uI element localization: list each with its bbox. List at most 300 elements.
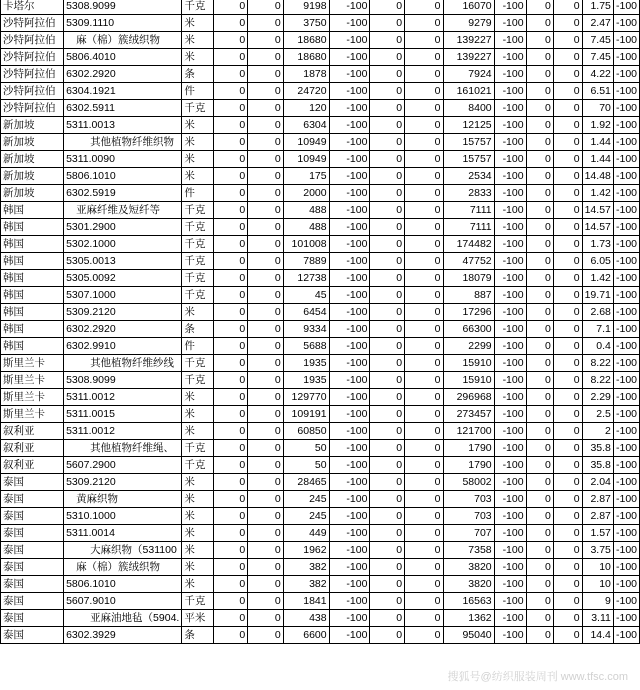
country-cell: 叙利亚 xyxy=(1,440,64,457)
table-row xyxy=(1,559,640,576)
price-cur-cell: 0 xyxy=(526,0,553,15)
qty-change-cell: -100 xyxy=(329,304,370,321)
qty-cur-cell: 0 xyxy=(214,0,248,15)
price-change-cell: -100 xyxy=(613,542,639,559)
qty-cur2-cell: 175 xyxy=(283,168,329,185)
code-cell: 5307.1000 xyxy=(64,287,182,304)
qty-cur-cell: 0 xyxy=(214,457,248,474)
country-cell: 韩国 xyxy=(1,236,64,253)
val-change-cell: -100 xyxy=(494,440,526,457)
unit-cell: 千克 xyxy=(182,0,214,15)
country-cell: 沙特阿拉伯 xyxy=(1,83,64,100)
qty-cur2-cell: 9334 xyxy=(283,321,329,338)
table-row xyxy=(1,236,640,253)
val-cur2-cell: 139227 xyxy=(443,49,494,66)
price-cur2-cell: 14.48 xyxy=(582,168,613,185)
qty-cur-cell: 0 xyxy=(214,321,248,338)
code-cell: 5806.4010 xyxy=(64,49,182,66)
val-cur2-cell: 47752 xyxy=(443,253,494,270)
price-cur-cell: 0 xyxy=(526,423,553,440)
val-cur2-cell: 9279 xyxy=(443,15,494,32)
val-cur2-cell: 15757 xyxy=(443,151,494,168)
val-cur2-cell: 707 xyxy=(443,525,494,542)
qty-cur2-cell: 1841 xyxy=(283,593,329,610)
price-change-cell: -100 xyxy=(613,66,639,83)
qty-prev-cell: 0 xyxy=(248,576,283,593)
qty-cur-cell: 0 xyxy=(214,389,248,406)
code-cell: 黄麻织物 xyxy=(64,491,182,508)
qty-change-cell: -100 xyxy=(329,49,370,66)
val-cur-cell: 0 xyxy=(370,304,405,321)
price-cur-cell: 0 xyxy=(526,236,553,253)
price-prev-cell: 0 xyxy=(553,66,582,83)
val-prev-cell: 0 xyxy=(405,355,443,372)
qty-prev-cell: 0 xyxy=(248,559,283,576)
qty-cur-cell: 0 xyxy=(214,253,248,270)
unit-cell: 千克 xyxy=(182,593,214,610)
price-change-cell: -100 xyxy=(613,406,639,423)
price-cur2-cell: 2 xyxy=(582,423,613,440)
qty-prev-cell: 0 xyxy=(248,542,283,559)
price-cur-cell: 0 xyxy=(526,525,553,542)
qty-cur2-cell: 50 xyxy=(283,440,329,457)
qty-cur2-cell: 245 xyxy=(283,508,329,525)
country-cell: 韩国 xyxy=(1,321,64,338)
price-cur2-cell: 1.42 xyxy=(582,185,613,202)
unit-cell: 米 xyxy=(182,423,214,440)
code-cell: 5309.2120 xyxy=(64,304,182,321)
unit-cell: 千克 xyxy=(182,100,214,117)
price-cur2-cell: 10 xyxy=(582,576,613,593)
qty-prev-cell: 0 xyxy=(248,0,283,15)
country-cell: 卡塔尔 xyxy=(1,0,64,15)
unit-cell: 件 xyxy=(182,338,214,355)
price-cur2-cell: 35.8 xyxy=(582,457,613,474)
val-change-cell: -100 xyxy=(494,355,526,372)
table-row xyxy=(1,423,640,440)
price-cur2-cell: 2.68 xyxy=(582,304,613,321)
country-cell: 新加坡 xyxy=(1,168,64,185)
val-change-cell: -100 xyxy=(494,423,526,440)
val-prev-cell: 0 xyxy=(405,389,443,406)
val-cur-cell: 0 xyxy=(370,287,405,304)
table-row xyxy=(1,576,640,593)
qty-prev-cell: 0 xyxy=(248,389,283,406)
unit-cell: 千克 xyxy=(182,457,214,474)
val-cur2-cell: 139227 xyxy=(443,32,494,49)
price-change-cell: -100 xyxy=(613,508,639,525)
val-cur2-cell: 3820 xyxy=(443,559,494,576)
qty-cur-cell: 0 xyxy=(214,440,248,457)
country-cell: 斯里兰卡 xyxy=(1,372,64,389)
qty-cur-cell: 0 xyxy=(214,134,248,151)
qty-change-cell: -100 xyxy=(329,440,370,457)
val-change-cell: -100 xyxy=(494,627,526,644)
qty-cur-cell: 0 xyxy=(214,202,248,219)
qty-change-cell: -100 xyxy=(329,576,370,593)
price-change-cell: -100 xyxy=(613,219,639,236)
price-cur2-cell: 7.1 xyxy=(582,321,613,338)
table-row xyxy=(1,321,640,338)
qty-change-cell: -100 xyxy=(329,542,370,559)
price-cur-cell: 0 xyxy=(526,627,553,644)
price-change-cell: -100 xyxy=(613,15,639,32)
qty-change-cell: -100 xyxy=(329,372,370,389)
qty-cur2-cell: 18680 xyxy=(283,32,329,49)
qty-cur-cell: 0 xyxy=(214,372,248,389)
price-cur2-cell: 2.5 xyxy=(582,406,613,423)
price-cur-cell: 0 xyxy=(526,610,553,627)
country-cell: 新加坡 xyxy=(1,134,64,151)
price-prev-cell: 0 xyxy=(553,508,582,525)
qty-prev-cell: 0 xyxy=(248,474,283,491)
val-cur2-cell: 2299 xyxy=(443,338,494,355)
table-row xyxy=(1,117,640,134)
price-prev-cell: 0 xyxy=(553,525,582,542)
val-prev-cell: 0 xyxy=(405,287,443,304)
val-cur-cell: 0 xyxy=(370,236,405,253)
country-cell: 泰国 xyxy=(1,610,64,627)
price-cur2-cell: 4.22 xyxy=(582,66,613,83)
qty-change-cell: -100 xyxy=(329,423,370,440)
table-row xyxy=(1,134,640,151)
price-prev-cell: 0 xyxy=(553,372,582,389)
val-prev-cell: 0 xyxy=(405,593,443,610)
price-cur-cell: 0 xyxy=(526,15,553,32)
val-change-cell: -100 xyxy=(494,202,526,219)
qty-prev-cell: 0 xyxy=(248,491,283,508)
val-change-cell: -100 xyxy=(494,491,526,508)
table-row xyxy=(1,66,640,83)
val-prev-cell: 0 xyxy=(405,134,443,151)
price-prev-cell: 0 xyxy=(553,610,582,627)
val-prev-cell: 0 xyxy=(405,151,443,168)
qty-prev-cell: 0 xyxy=(248,423,283,440)
table-row xyxy=(1,287,640,304)
table-row xyxy=(1,253,640,270)
unit-cell: 千克 xyxy=(182,372,214,389)
price-cur2-cell: 14.57 xyxy=(582,202,613,219)
val-cur-cell: 0 xyxy=(370,83,405,100)
price-cur-cell: 0 xyxy=(526,117,553,134)
unit-cell: 千克 xyxy=(182,287,214,304)
table-row xyxy=(1,525,640,542)
val-cur2-cell: 58002 xyxy=(443,474,494,491)
qty-change-cell: -100 xyxy=(329,508,370,525)
price-change-cell: -100 xyxy=(613,457,639,474)
country-cell: 叙利亚 xyxy=(1,423,64,440)
country-cell: 泰国 xyxy=(1,576,64,593)
price-cur2-cell: 7.45 xyxy=(582,49,613,66)
code-cell: 5806.1010 xyxy=(64,576,182,593)
val-change-cell: -100 xyxy=(494,457,526,474)
watermark: 搜狐号@纺织服装周刊 www.tfsc.com xyxy=(447,671,628,683)
val-cur2-cell: 15757 xyxy=(443,134,494,151)
qty-cur-cell: 0 xyxy=(214,338,248,355)
price-cur-cell: 0 xyxy=(526,576,553,593)
code-cell: 5311.0012 xyxy=(64,389,182,406)
code-cell: 5305.0092 xyxy=(64,270,182,287)
code-cell: 5806.1010 xyxy=(64,168,182,185)
val-cur-cell: 0 xyxy=(370,457,405,474)
country-cell: 沙特阿拉伯 xyxy=(1,100,64,117)
qty-cur2-cell: 120 xyxy=(283,100,329,117)
price-cur-cell: 0 xyxy=(526,253,553,270)
qty-change-cell: -100 xyxy=(329,491,370,508)
val-cur-cell: 0 xyxy=(370,202,405,219)
qty-prev-cell: 0 xyxy=(248,525,283,542)
val-cur-cell: 0 xyxy=(370,15,405,32)
qty-cur-cell: 0 xyxy=(214,287,248,304)
qty-cur-cell: 0 xyxy=(214,525,248,542)
price-change-cell: -100 xyxy=(613,525,639,542)
country-cell: 叙利亚 xyxy=(1,457,64,474)
country-cell: 泰国 xyxy=(1,474,64,491)
price-prev-cell: 0 xyxy=(553,491,582,508)
country-cell: 泰国 xyxy=(1,508,64,525)
qty-cur2-cell: 1878 xyxy=(283,66,329,83)
price-change-cell: -100 xyxy=(613,287,639,304)
price-prev-cell: 0 xyxy=(553,287,582,304)
price-change-cell: -100 xyxy=(613,474,639,491)
qty-cur-cell: 0 xyxy=(214,117,248,134)
country-cell: 斯里兰卡 xyxy=(1,406,64,423)
price-prev-cell: 0 xyxy=(553,49,582,66)
qty-cur-cell: 0 xyxy=(214,151,248,168)
val-change-cell: -100 xyxy=(494,253,526,270)
qty-cur-cell: 0 xyxy=(214,474,248,491)
table-row xyxy=(1,406,640,423)
qty-prev-cell: 0 xyxy=(248,338,283,355)
val-change-cell: -100 xyxy=(494,168,526,185)
price-change-cell: -100 xyxy=(613,423,639,440)
price-prev-cell: 0 xyxy=(553,559,582,576)
val-prev-cell: 0 xyxy=(405,508,443,525)
qty-change-cell: -100 xyxy=(329,389,370,406)
qty-change-cell: -100 xyxy=(329,474,370,491)
code-cell: 5311.0014 xyxy=(64,525,182,542)
qty-cur-cell: 0 xyxy=(214,32,248,49)
code-cell: 其他植物纤维织物 xyxy=(64,134,182,151)
table-row xyxy=(1,389,640,406)
price-cur-cell: 0 xyxy=(526,287,553,304)
qty-cur2-cell: 28465 xyxy=(283,474,329,491)
qty-cur2-cell: 438 xyxy=(283,610,329,627)
qty-change-cell: -100 xyxy=(329,270,370,287)
qty-cur-cell: 0 xyxy=(214,355,248,372)
unit-cell: 千克 xyxy=(182,202,214,219)
qty-cur2-cell: 6600 xyxy=(283,627,329,644)
table-row xyxy=(1,440,640,457)
price-change-cell: -100 xyxy=(613,117,639,134)
val-cur2-cell: 66300 xyxy=(443,321,494,338)
unit-cell: 条 xyxy=(182,321,214,338)
unit-cell: 条 xyxy=(182,66,214,83)
qty-cur-cell: 0 xyxy=(214,627,248,644)
qty-change-cell: -100 xyxy=(329,559,370,576)
qty-prev-cell: 0 xyxy=(248,15,283,32)
price-prev-cell: 0 xyxy=(553,168,582,185)
price-cur-cell: 0 xyxy=(526,406,553,423)
qty-cur2-cell: 7889 xyxy=(283,253,329,270)
price-prev-cell: 0 xyxy=(553,32,582,49)
qty-prev-cell: 0 xyxy=(248,32,283,49)
price-cur2-cell: 9 xyxy=(582,593,613,610)
code-cell: 6304.1921 xyxy=(64,83,182,100)
price-cur-cell: 0 xyxy=(526,168,553,185)
val-cur-cell: 0 xyxy=(370,32,405,49)
val-prev-cell: 0 xyxy=(405,338,443,355)
table-row xyxy=(1,0,640,15)
val-change-cell: -100 xyxy=(494,576,526,593)
price-change-cell: -100 xyxy=(613,610,639,627)
unit-cell: 米 xyxy=(182,542,214,559)
val-prev-cell: 0 xyxy=(405,491,443,508)
val-change-cell: -100 xyxy=(494,270,526,287)
price-cur2-cell: 0.4 xyxy=(582,338,613,355)
val-change-cell: -100 xyxy=(494,474,526,491)
qty-change-cell: -100 xyxy=(329,406,370,423)
val-prev-cell: 0 xyxy=(405,372,443,389)
qty-cur2-cell: 3750 xyxy=(283,15,329,32)
qty-prev-cell: 0 xyxy=(248,321,283,338)
val-cur-cell: 0 xyxy=(370,185,405,202)
qty-prev-cell: 0 xyxy=(248,100,283,117)
code-cell: 亚麻纤维及短纤等 xyxy=(64,202,182,219)
code-cell: 5302.1000 xyxy=(64,236,182,253)
val-cur-cell: 0 xyxy=(370,559,405,576)
price-change-cell: -100 xyxy=(613,83,639,100)
table-row xyxy=(1,270,640,287)
price-cur-cell: 0 xyxy=(526,559,553,576)
price-cur-cell: 0 xyxy=(526,66,553,83)
val-change-cell: -100 xyxy=(494,525,526,542)
price-cur-cell: 0 xyxy=(526,440,553,457)
unit-cell: 千克 xyxy=(182,253,214,270)
country-cell: 泰国 xyxy=(1,491,64,508)
price-prev-cell: 0 xyxy=(553,304,582,321)
price-prev-cell: 0 xyxy=(553,627,582,644)
unit-cell: 米 xyxy=(182,134,214,151)
qty-prev-cell: 0 xyxy=(248,66,283,83)
qty-prev-cell: 0 xyxy=(248,372,283,389)
qty-cur2-cell: 9198 xyxy=(283,0,329,15)
qty-change-cell: -100 xyxy=(329,32,370,49)
code-cell: 6302.5919 xyxy=(64,185,182,202)
qty-change-cell: -100 xyxy=(329,185,370,202)
val-cur-cell: 0 xyxy=(370,440,405,457)
price-cur2-cell: 3.75 xyxy=(582,542,613,559)
qty-change-cell: -100 xyxy=(329,287,370,304)
price-prev-cell: 0 xyxy=(553,117,582,134)
val-change-cell: -100 xyxy=(494,304,526,321)
price-prev-cell: 0 xyxy=(553,593,582,610)
code-cell: 5311.0012 xyxy=(64,423,182,440)
price-change-cell: -100 xyxy=(613,202,639,219)
qty-change-cell: -100 xyxy=(329,627,370,644)
price-cur2-cell: 6.51 xyxy=(582,83,613,100)
price-prev-cell: 0 xyxy=(553,406,582,423)
val-change-cell: -100 xyxy=(494,508,526,525)
code-cell: 5309.2120 xyxy=(64,474,182,491)
price-prev-cell: 0 xyxy=(553,202,582,219)
qty-prev-cell: 0 xyxy=(248,610,283,627)
qty-cur-cell: 0 xyxy=(214,236,248,253)
code-cell: 6302.3929 xyxy=(64,627,182,644)
qty-prev-cell: 0 xyxy=(248,168,283,185)
table-row xyxy=(1,168,640,185)
price-cur-cell: 0 xyxy=(526,32,553,49)
val-cur2-cell: 16070 xyxy=(443,0,494,15)
val-cur2-cell: 3820 xyxy=(443,576,494,593)
price-cur2-cell: 35.8 xyxy=(582,440,613,457)
code-cell: 6302.5911 xyxy=(64,100,182,117)
unit-cell: 千克 xyxy=(182,355,214,372)
val-cur2-cell: 887 xyxy=(443,287,494,304)
val-cur-cell: 0 xyxy=(370,0,405,15)
unit-cell: 件 xyxy=(182,83,214,100)
price-cur2-cell: 1.42 xyxy=(582,270,613,287)
qty-prev-cell: 0 xyxy=(248,457,283,474)
price-change-cell: -100 xyxy=(613,372,639,389)
qty-prev-cell: 0 xyxy=(248,134,283,151)
val-prev-cell: 0 xyxy=(405,525,443,542)
val-cur-cell: 0 xyxy=(370,627,405,644)
qty-cur2-cell: 50 xyxy=(283,457,329,474)
price-change-cell: -100 xyxy=(613,168,639,185)
price-change-cell: -100 xyxy=(613,0,639,15)
val-prev-cell: 0 xyxy=(405,236,443,253)
price-cur-cell: 0 xyxy=(526,185,553,202)
qty-change-cell: -100 xyxy=(329,66,370,83)
val-prev-cell: 0 xyxy=(405,304,443,321)
val-cur-cell: 0 xyxy=(370,525,405,542)
val-prev-cell: 0 xyxy=(405,321,443,338)
price-prev-cell: 0 xyxy=(553,15,582,32)
price-cur-cell: 0 xyxy=(526,100,553,117)
price-change-cell: -100 xyxy=(613,389,639,406)
qty-cur2-cell: 129770 xyxy=(283,389,329,406)
qty-cur2-cell: 488 xyxy=(283,219,329,236)
qty-prev-cell: 0 xyxy=(248,627,283,644)
unit-cell: 米 xyxy=(182,559,214,576)
qty-cur-cell: 0 xyxy=(214,593,248,610)
price-change-cell: -100 xyxy=(613,32,639,49)
price-change-cell: -100 xyxy=(613,134,639,151)
val-cur-cell: 0 xyxy=(370,406,405,423)
price-change-cell: -100 xyxy=(613,491,639,508)
val-cur-cell: 0 xyxy=(370,100,405,117)
table-row xyxy=(1,627,640,644)
val-prev-cell: 0 xyxy=(405,0,443,15)
val-prev-cell: 0 xyxy=(405,576,443,593)
price-change-cell: -100 xyxy=(613,440,639,457)
val-cur2-cell: 161021 xyxy=(443,83,494,100)
country-cell: 韩国 xyxy=(1,202,64,219)
price-cur-cell: 0 xyxy=(526,270,553,287)
country-cell: 韩国 xyxy=(1,219,64,236)
unit-cell: 千克 xyxy=(182,219,214,236)
code-cell: 5311.0090 xyxy=(64,151,182,168)
unit-cell: 米 xyxy=(182,389,214,406)
val-prev-cell: 0 xyxy=(405,610,443,627)
price-prev-cell: 0 xyxy=(553,219,582,236)
price-prev-cell: 0 xyxy=(553,474,582,491)
val-prev-cell: 0 xyxy=(405,66,443,83)
code-cell: 5311.0013 xyxy=(64,117,182,134)
qty-cur2-cell: 10949 xyxy=(283,134,329,151)
price-prev-cell: 0 xyxy=(553,321,582,338)
